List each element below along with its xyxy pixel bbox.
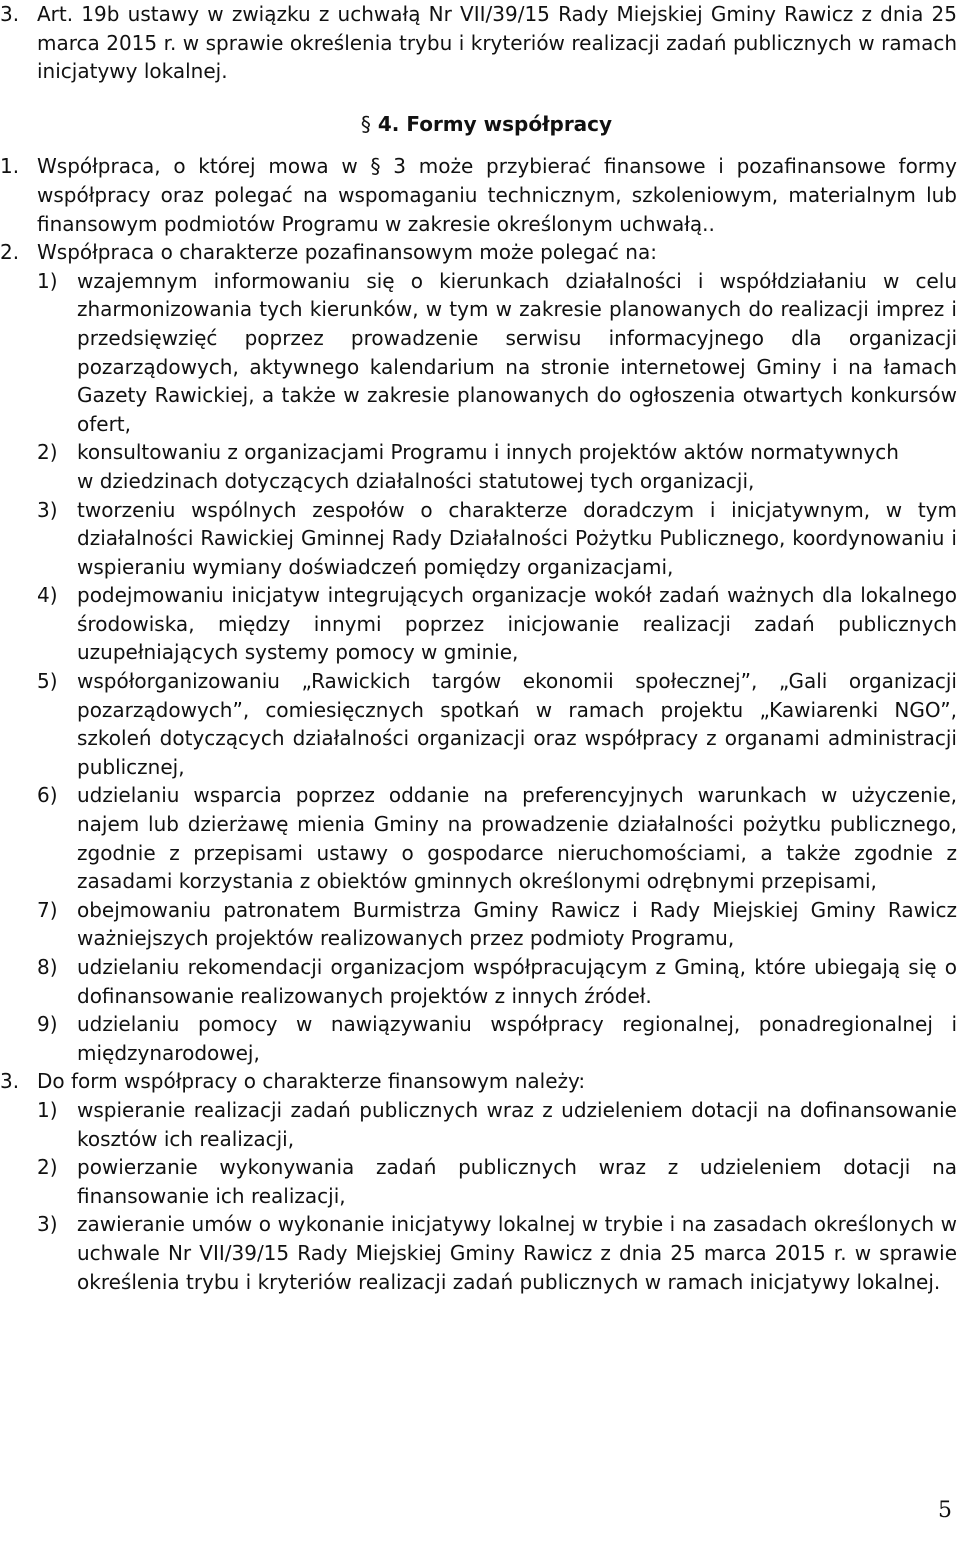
list-item-text: udzielaniu pomocy w nawiązywaniu współpracy regionalnej, ponadregionalnej i międzynarodowej, — [77, 1012, 957, 1065]
list-item-text: zawieranie umów o wykonanie inicjatywy lokalnej w trybie i na zasadach określonych w uchwale Nr VII/39/15 Rady Miejskiej Gminy Rawicz z dnia 25 marca 2015 r. w sprawie określenia trybu i kryteriów realizacji zadań publicznych w ramach inicjatywy lokalnej. — [77, 1212, 957, 1294]
list-item-text: wzajemnym informowaniu się o kierunkach działalności i współdziałaniu w celu zharmonizowania tych kierunków, w tym w zakresie planowanych do realizacji imprez i przedsięwzięć poprzez prowadzenie serwisu informacyjnego dla organizacji pozarządowych, aktywnego kalendarium na stronie internetowej Gminy i na łamach Gazety Rawickiej, a także w zakresie planowanych do ogłoszenia otwartych konkursów ofert, — [77, 268, 957, 436]
paragraph-number: 3. — [0, 1069, 20, 1094]
list-item — [0, 667, 957, 781]
list-item-number: 9) — [37, 1012, 58, 1037]
list-item-number: 6) — [37, 783, 58, 808]
list-item-number: 3) — [37, 497, 58, 522]
list-item-text: konsultowaniu z organizacjami Programu i innych projektów aktów normatywnych — [77, 440, 899, 465]
list-item-text: wspieranie realizacji zadań publicznych wraz z udzieleniem dotacji na dofinansowanie kosztów ich realizacji, — [77, 1097, 957, 1151]
list-item-number: 4) — [37, 583, 58, 608]
list-item — [0, 267, 957, 439]
list-item-number: 1) — [37, 268, 58, 293]
paragraph-text: Współpraca o charakterze pozafinansowym może polegać na: — [37, 240, 657, 265]
list-item-number: 3) — [37, 1212, 58, 1237]
list-item-text: udzielaniu rekomendacji organizacjom współpracującym z Gminą, które ubiegają się o dofinansowanie realizowanych projektów z innych źródeł. — [77, 955, 957, 1008]
paragraph-3 — [0, 1067, 957, 1096]
list-item — [0, 496, 957, 582]
list-item — [0, 781, 957, 895]
list-item — [0, 1153, 957, 1210]
paragraph-text: Współpraca, o której mowa w § 3 może przybierać finansowe i pozafinansowe formy współpracy oraz polegać na wspomaganiu technicznym, szkoleniowym, materialnym lub finansowym podmiotów Programu w zakresie określonym uchwałą.. — [37, 154, 957, 236]
list-item-number: 1) — [37, 1097, 58, 1122]
list-item-text: udzielaniu wsparcia poprzez oddanie na preferencyjnych warunkach w użyczenie, najem lub dzierżawę mienia Gminy na prowadzenie działalności pożytku publicznego, zgodnie z przepisami ustawy o gospodarce nieruchomościami, a także zgodnie z zasadami korzystania z obiektów gminnych określonymi odrębnymi przepisami, — [77, 783, 957, 894]
section-title: 4. Formy współpracy — [377, 111, 613, 136]
paragraph-number: 2. — [0, 240, 20, 265]
list-item-number: 5) — [37, 669, 58, 694]
list-item-text: powierzanie wykonywania zadań publicznych wraz z udzieleniem dotacji na finansowanie ich realizacji, — [77, 1155, 957, 1208]
paragraph-2 — [0, 238, 957, 267]
paragraph-number: 1. — [0, 154, 20, 179]
intro-item — [0, 0, 957, 86]
list-item — [0, 953, 957, 1010]
intro-text: Art. 19b ustawy w związku z uchwałą Nr VII/39/15 Rady Miejskiej Gminy Rawicz z dnia 25 marca 2015 r. w sprawie określenia trybu i kryteriów realizacji zadań publicznych w ramach inicjatywy lokalnej. — [37, 2, 957, 84]
page-number: 5 — [938, 1498, 952, 1523]
section-sign: § — [360, 111, 371, 136]
list-item-text: obejmowaniu patronatem Burmistrza Gminy Rawicz i Rady Miejskiej Gminy Rawicz ważniejszych projektów realizowanych przez podmioty Programu, — [77, 897, 957, 951]
list-item — [0, 1210, 957, 1296]
list-item — [0, 1010, 957, 1067]
list-item-text: tworzeniu wspólnych zespołów o charakterze doradczym i inicjatywnym, w tym działalności Rawickiej Gminnej Rady Działalności Pożytku Publicznego, koordynowaniu i wspieraniu wymiany doświadczeń pomiędzy organizacjami, — [77, 497, 957, 579]
paragraph-text: Do form współpracy o charakterze finansowym należy: — [37, 1069, 586, 1094]
list-item-number: 2) — [37, 440, 58, 465]
list-item — [0, 896, 957, 953]
list-item — [0, 1096, 957, 1153]
list-item-number: 2) — [37, 1155, 58, 1180]
list-item-text: podejmowaniu inicjatyw integrujących organizacje wokół zadań ważnych dla lokalnego środowiska, między innymi poprzez inicjowanie realizacji zadań publicznych uzupełniających systemy pomocy w gminie, — [77, 583, 957, 665]
intro-number: 3. — [0, 2, 20, 26]
list-item — [0, 438, 957, 467]
list-item-continuation: w dziedzinach dotyczących działalności statutowej tych organizacji, — [77, 468, 755, 493]
paragraph-1 — [0, 152, 957, 238]
section-heading — [0, 110, 957, 139]
list-item — [0, 581, 957, 667]
list-item-number: 7) — [37, 897, 58, 922]
list-item-text: współorganizowaniu „Rawickich targów ekonomii społecznej”, „Gali organizacji pozarządowych”, comiesięcznych spotkań w ramach projektu „Kawiarenki NGO”, szkoleń dotyczących działalności organizacji oraz współpracy z organami administracji publicznej, — [77, 669, 957, 779]
list-item-number: 8) — [37, 955, 58, 979]
